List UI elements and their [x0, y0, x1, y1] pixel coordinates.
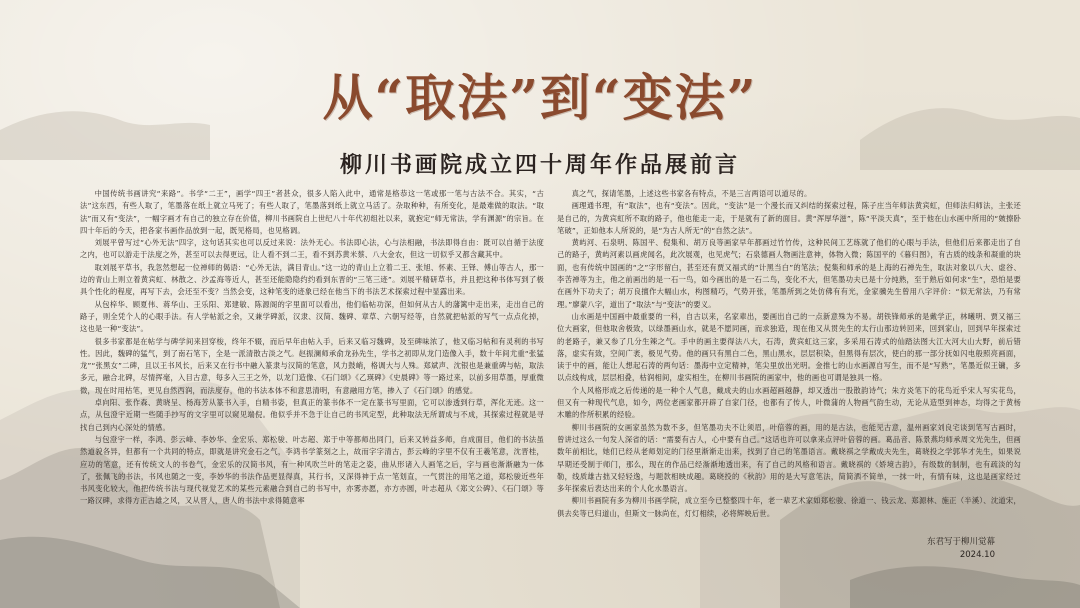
- page-title: 从“取法”到“变法”: [322, 68, 758, 127]
- paragraph: 山水画是中国画中最重要的一科，自古以来，名家辈出，要画出自己的一点新意殊为不易。胡铁锋师承的是戴学正，林曦明、贾又福三位大画家，但他取舍极致，以绿墨画山水，就是不愿同画，而求独造，现在他又从贯先生的太行山那边转回来，回到家山，回到早年探索过的老路子，兼又参了几分生辣之气。手中的画主要得法八大，石涛，黄宾虹这三家，多采用石涛式的仙踏法图大江大河大山大野，前后错落，虚实有致，空间广袤，极见气势。他的画只有黑白二色，黑山黑水，层层积染，但黑得有层次，使白的那一部分抚如闪电般照亮画面，读于中的画，能让人想起石涛的两句话：墨海中立定精神，笔尖里放出光明。金推七的山水画源自写生，而不是“写熟”，笔墨近似王镛，多以点线构成，层层相叠，枯润相间，虚实相生，在柳川书画院的画家中，他的画也可谓是独具一格。: [557, 311, 1021, 383]
- paragraph: 黄屿河、石泉明、陈国平、倪集和、胡万良等画家早年都画过竹竹传，这种民间工艺练就了他们的心眼与手法，但他们后来都走出了自己的路子，黄屿河素以画虎闻名，此次展观，也见虎气；石泉德画人物画注意神，体物入微；陈国平的《暮归图》，有古质的线条和凝重的块面，也有传统中国画的“之”字形留白，甚至还有贾又福式的“计黑当白”的笔法；倪集和师承的是上海的石禅先生，取法对象以八大、虚谷、李苦禅等为主，他之前画出的是一石一鸟，如今画出的是一石二鸟，变化不大，但笔墨功夫已是十分纯熟，至于熟后如何求“生”，恐怕是要在画外下功夫了；胡万良擅作大幅山水，构图精巧，气势开张，笔墨所到之处仿佛有有光，金家骥先生曾用八字评价：“似无常法，乃有常理。”廖蒙八字，道出了“取法”与“变法”的要义。: [557, 238, 1021, 309]
- page-subtitle: 柳川书画院成立四十周年作品展前言: [339, 153, 740, 178]
- paragraph: 画理通书理，有“取法”，也有“变法”。因此，“变法”是一个漫长而又纠结的探索过程，陈子庄当年师法黄宾虹，但师法归师法，主张还是自己的，为黄宾虹所不取的路子，他也能走一走，于是就有了新的面目。黄“浑厚华滋”，陈“平淡天真”，至于他在山水画中所用的“皴擦卧笔破”，正如他本人所说的，是“为古人所无”的“自然之法”。: [557, 201, 1021, 235]
- text-column-right: [557, 188, 1021, 520]
- paragraph: 中国传统书画讲究“来路”。书学“二王”，画学“四王”者甚众，很多人陷入此中，通常是格恭这一笔或那一笔与古法不合。其实，“古法”这东西，有些人取了，笔墨落在纸上就立马死了；有些人取了，笔墨落到纸上就立马活了。杂取种种，有所变化，是最难做的取法。“取法”而又有“变法”，一幅字画才有自己的独立存在价值，柳川书画院自上世纪八十年代初组社以来，就抱定“师无常法，学有渊源”的宗旨。在四十年后的今天，把各家书画作品放到一起，既见格局，也见格调。: [80, 189, 544, 235]
- paragraph: 与包澄宇一样，李鸿、彭云峰、李妙华、金宏乐、郑松骏、叶志超、郑于中等都师出同门，后来又转益多师，自成面目，他们的书法虽然道貌各异，但都有一个共同的特点，即就是讲究金石之气，李鸿书学篆刻之上，故而字字清古，彭云峰的字里不仅有王羲笔意，沈晋桂，应功的笔意，还有传统文人的书卷气，金宏乐的汉简书风，有一种风吹兰叶的笔走之姿，曲从形诸入人画笔之后，字与画也渐渐融为一体了，张佩飞的书法，书风也随之一变，李妙华的书法作品更显得真，其行书，又深得神于点一笔划直，一气贯注的用笔之道，郑松骏近些年书风变化较大，他把传统书法与现代视觉艺术的某些元素融合到自己的书写中，亦雾亦愿，亦方亦圆，叶志超从《郑文公碑》、《石门颂》等一路汉碑，求得方正古雄之风，又从晋人，唐人的书法中求得随意率: [80, 434, 544, 506]
- text-column-left: [80, 188, 544, 508]
- paragraph: 柳川书画院的女画家虽然为数不多，但笔墨功夫不让须眉，叶倍蓉的画，用的是古法，也能见古意，温州画家刘良宅谈到笔写古画时，曾讲过这么一句发人深省的话：“需要有古人，心中要有自己。”这话也许可以拿来点评叶倍蓉的画。葛品音、陈景燕均师承周文光先生，但画数年前相比，她们已经从老师划定的门径里渐渐走出来，找到了自己的笔墨语言。戴晓祺之学戴成夫先生，葛晓投之学郭华才先生，如果说早期还受制于师门，那么，现在的作品已经渐渐地透出来，有了自己的风格和语言。戴晓祺的《娇境古韵》，有级数的制制，也有疏淡的勾勒，线质雄古拙又轻轻逸，与题款相映成趣。葛晓投的《秋韵》用的是大写意笔法，简简洒不简单，一抹一叶，有情有味，这也是画家经过多年探索后表达出来的个人化水墨语言。: [557, 422, 1021, 494]
- signature-date: 2024.10: [959, 550, 995, 560]
- paragraph: 柳川书画院有多为柳川书画学院，成立至今已整整四十年，老一辈艺术家如郑松骏、徐道一、钱云龙、郑源林、施正（半溪）、沈道宋，俱去矣等已归道山，但斯文一脉尚在，灯灯相续，必将辉映后世。: [557, 496, 1021, 518]
- paragraph: 从包梓华、顾夏伟、蒋华山、王乐阳、郑建敏、陈源阁的字里面可以看出，他们临帖功深，但如何从古人的藩篱中走出来，走出自己的路子，则全凭个人的心眼手法。有人学帖派之余，又兼学碑派，汉隶、汉简、魏碑、章草、六朝写经等，自然就把帖派的写气一点点化掉，这也是一种“变法”。: [80, 299, 544, 334]
- paragraph: 很多书家都是在帖学与碑学间来回穿梭，终年不辍，而后早年由帖入手，后来又临习魏碑，及至碑味浓了，他又临习帖和有灵利的书写性。因此，魏碑的猛气，到了南石笔下，全是一派清散古淡之气。赵振澜师承俞龙孙先生，学书之初即从龙门造像入手，数十年间尤重“张猛龙”“张黑女”二碑，且以王书风长，后来又在行书中融入篆隶与汉简的笔意，风力鼓峭，格调大与人殊。郑斌声、沈银也是兼重碑与帖，取法多元，融合北碑，尽情挥毫，入目古意，每多入三王之外，以龙门造像、《石门颂》《乙瑛碑》《史晨碑》等一路过来，以前多用草墨，厚重微微，现在时用枯笔，更见自然西润，而法度存，他的书法本体不和意思清明，有意融用方笔，掺入了《石门颂》的感觉。: [80, 336, 544, 395]
- paragraph: 卓向阳、张作森、黄晓呈、杨海芳从篆书入手，自精书姿，但真正的篆书体不一定在篆书写里面，它可以渗透到行草，浑化无迹。这一点，从包澄宇近期一些随手抄写的文字里可以窥见端倪。他似乎并不急于让自己的书风定型，此种取法无所谓成与不成，其探索过程就是寻找自己到内心深处的情感。: [80, 398, 544, 432]
- paragraph: 个人风格形成之后传递的是一种个人气息，戴成夫的山水画超画越静，却又透出一股散韵诗气；朱方炎笔下的花鸟近乎宋人写实花鸟，但又有一种现代气息，如今，两位老画家都开辟了自家门径，也都有了传人，叶微蒲的人物画气韵生动，无论从造型到神态，均得之于黄杨木雕的作所积累的经验。: [557, 385, 1021, 420]
- paragraph: 真之气，探请笔墨，上述这些书家各有特点，不是三言两语可以道尽的。: [571, 189, 812, 198]
- signature-author: 东君写于柳川觉幕: [926, 537, 995, 547]
- paragraph: 取刘展平草书，我忽然想起一位禅师的偈语：“心外无法，满目青山。”这一边的青山上立着二王、张旭、怀素、王铎、傅山等古人，那一边的青山上则立着黄宾虹、林散之、沙孟海等近人，甚至还能隐隐约约看到东晋的“三笔三迹”。刘展平精研草书，并且把这种书体写到了极具个性化的程度，再写下去，会还至不变？当然会变，这种笔变的迹象已经在他当下的书法艺术探索过程中显露出来。: [80, 262, 544, 297]
- paragraph: 刘展平曾写过“心外无法”四字，这句话其实也可以反过来说：法外无心。书法即心法，心与法相融，书法即得自由：既可以自循于法度之内，也可以游走于法度之外，甚至可以去得更远，让人看不到二王，看不到苏黄米蔡、八大金农，但这一切似乎又都含藏其中。: [80, 238, 544, 260]
- signature-block: [927, 536, 995, 562]
